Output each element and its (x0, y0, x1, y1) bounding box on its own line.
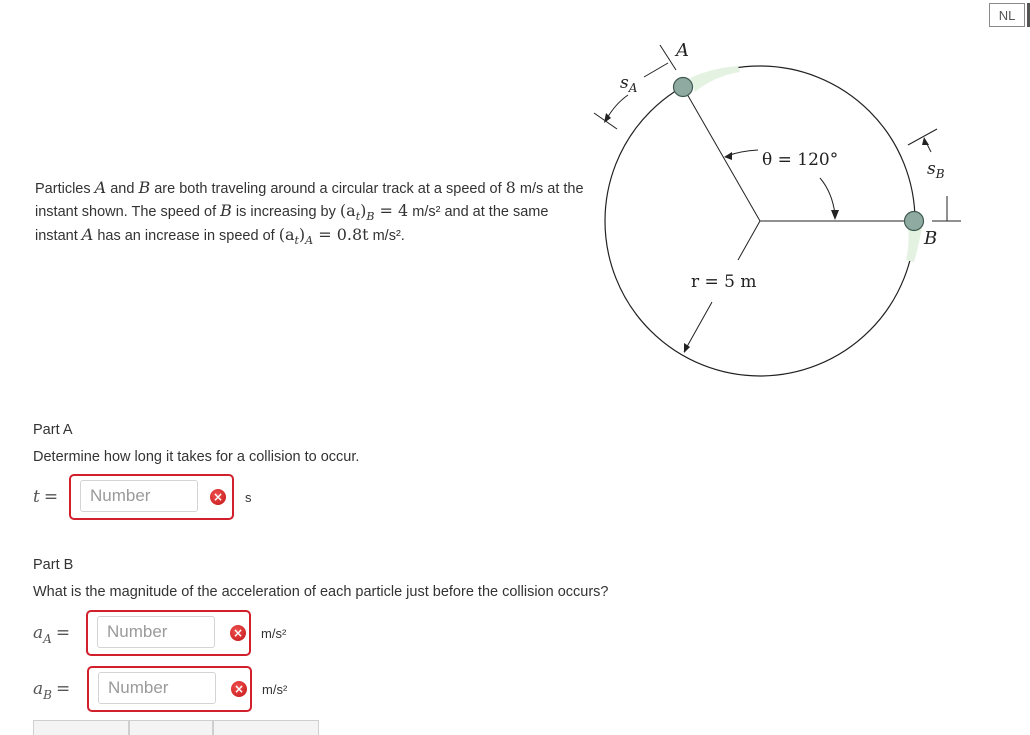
unit-s: s (245, 490, 252, 505)
atA-expression: $(a_t)_A = 0.8t$ (278, 225, 369, 247)
radius-arrowhead (684, 343, 690, 353)
language-button[interactable]: NL (989, 3, 1025, 27)
sB-arrowhead (922, 137, 929, 145)
atB-expression: $(a_t)_B = 4$ (339, 201, 409, 223)
label-radius: r = 5 m (691, 272, 757, 292)
radius-dim-line (684, 302, 712, 352)
part-a-title: Part A (33, 422, 73, 438)
particle-A (674, 78, 693, 97)
part-a-question: Determine how long it takes for a collision to occur. (33, 449, 360, 465)
circular-track-diagram (585, 30, 985, 390)
label-B: B (924, 228, 938, 249)
bottom-toolbar (33, 720, 319, 735)
particle-B (905, 212, 924, 231)
aA-input[interactable] (97, 616, 215, 648)
part-b-input-box-b (87, 666, 252, 712)
sA-leader (644, 63, 668, 77)
trail-A (690, 66, 740, 92)
trail-B (906, 228, 922, 262)
part-b-question: What is the magnitude of the acceleration of each particle just before the collision occurs? (33, 584, 609, 600)
t-input[interactable] (80, 480, 198, 512)
part-a-input-box (69, 474, 234, 520)
theta-arrowhead-right (831, 210, 839, 220)
toolbar-segment[interactable] (213, 720, 319, 735)
radius-line-A (683, 87, 760, 221)
part-a-answer-row (33, 474, 58, 520)
part-b-row-b (33, 666, 70, 712)
theta-arrowhead-left (724, 152, 732, 160)
error-icon: × (210, 489, 226, 505)
var-aA-label: $a_A$ = (33, 623, 71, 646)
var-aB-label: $a_B$ = (33, 679, 71, 702)
label-sA: $s_A$ (620, 73, 638, 95)
label-sB: $s_B$ (927, 159, 945, 181)
error-icon: × (230, 625, 246, 641)
sB-tick-1 (908, 129, 937, 145)
label-theta: θ = 120° (762, 150, 839, 170)
var-t-label: t = (33, 487, 59, 507)
error-icon: × (231, 681, 247, 697)
label-A: A (676, 40, 689, 61)
unit-m-s2-b: m/s² (262, 682, 288, 697)
sA-arc (606, 95, 628, 120)
sA-arrowhead (604, 113, 611, 123)
aB-input[interactable] (98, 672, 216, 704)
toolbar-segment[interactable] (33, 720, 129, 735)
sA-tick-1 (594, 113, 617, 129)
radius-line-r (738, 221, 760, 260)
unit-m-s2-a: m/s² (261, 626, 287, 641)
toolbar-segment[interactable] (129, 720, 213, 735)
theta-arrow-right (820, 178, 835, 214)
part-b-row-a (33, 610, 70, 656)
part-b-input-box-a (86, 610, 251, 656)
problem-statement: Particles A and B are both traveling around a circular track at a speed of 8 m/s at the instant shown. The speed of B is increasing by $(a_t)_B = 4$ m/s² and at the same instant A has an increase in speed of $(a_t)_A = 0.8t$ m/s². (35, 178, 584, 247)
part-b-title: Part B (33, 557, 74, 573)
